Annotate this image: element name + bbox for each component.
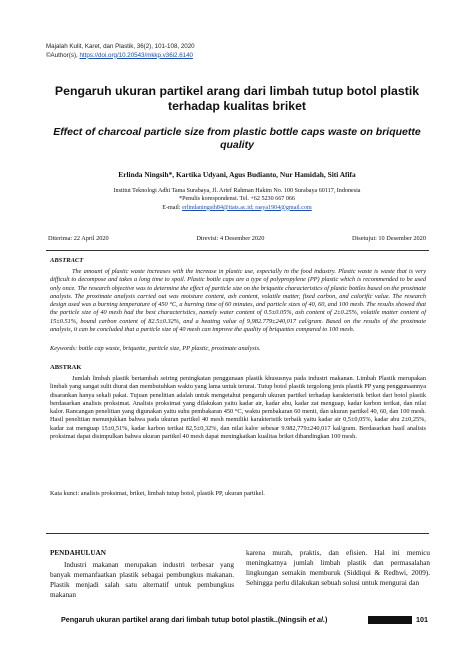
article-dates	[48, 235, 426, 242]
journal-citation: Majalah Kulit, Karet, dan Plastik, 36(2), 101-108, 2020	[46, 43, 195, 50]
revised-date: Direvisi: 4 Desember 2020	[196, 235, 265, 242]
page-footer	[46, 614, 429, 626]
accepted-date: Disetujui: 10 Desember 2020	[352, 235, 426, 242]
running-title-main: Pengaruh ukuran partikel arang dari limbah tutup botol plastik..(Ningsih	[61, 615, 309, 624]
abstract-heading: ABSTRACT	[50, 257, 84, 264]
body-column-left: Industri makanan merupakan industri terbesar yang banyak memanfaatkan plastik sebagai pembungkus makanan. Plastik menjadi salah satu alternatif untuk pembungkus makanan	[50, 561, 234, 600]
running-title-closing: )	[325, 615, 328, 624]
abstrak-heading: ABSTRAK	[50, 364, 82, 371]
keywords-en: Keywords: bottle cap waste, briquette, particle size, PP plastic, proximate analysis.	[50, 345, 261, 352]
keywords-id: Kata kunci: analisis proksimat, briket, limbah tutup botol, plastik PP, ukuran partikel.	[50, 490, 265, 497]
divider	[46, 250, 429, 251]
corresponding-author: *Penulis korespondensi. Tel. +62 5230 667 066	[179, 196, 295, 203]
english-title: Effect of charcoal particle size from plastic bottle caps waste on briquette quality	[53, 126, 421, 151]
divider	[46, 533, 429, 534]
abstrak-text: Jumlah limbah plastik bertambah seiring peningkatan penggunaan plastik khususnya pada industri makanan. Limbah Plastik merupakan limbah yang sangat sulit diurai dan membutuhkan waktu yang lama untuk terurai. Tutup botol plastik tergolong jenis plastik PP yang penggunaannya disarankan hanya sekali pakai. Tujuan penelitian adalah untuk mengetahui pengaruh ukuran partikel terhadap karakteristik briket dari botol plastik berdasarkan analisis proksimat. Analisis proksimat yang dilakukan yaitu kadar air, kadar abu, kadar zat menguap, kadar karbon terikat, dan nilai kalor. Rancangan penelitian yang digunakan yaitu suhu pembakaran 450 °C, waktu pembakaran 60 menit, dan ukuran partikel 40, 60, dan 100 mesh. Hasil penelitian menunjukkan bahwa pada ukuran partikel 40 mesh memiliki karakteristik terbaik yaitu kadar air 0,5±0,05%, kadar abu 2±0,25%, kadar zat menguap 15±0,51%, kadar karbon terikat 82,5±0,32%, dan nilai kalor sebesar 9.982,779±240,017 kal/gram. Berdasarkan hasil analisis proksimat dapat disimpulkan bahwa ukuran partikel 40 mesh dapat meningkatkan kualitas briket dibandingkan 100 mesh.	[50, 375, 426, 441]
running-title-et-al: et al.	[308, 615, 325, 624]
affiliation-block	[40, 187, 434, 212]
email-links[interactable]: erlindaningsih84@itats.ac.id; rasya1904@gmail.com	[182, 204, 312, 211]
author-list: Erlinda Ningsih*, Kartika Udyani, Agus Budianto, Nur Hamidah, Siti Afifa	[118, 170, 356, 179]
copyright-label: ©Author(s),	[46, 51, 80, 59]
page-number: 101	[416, 615, 428, 624]
paper-title: Pengaruh ukuran partikel arang dari limbah tutup botol plastik terhadap kualitas briket	[54, 84, 420, 113]
email-label: E-mail:	[162, 204, 183, 211]
received-date: Diterima: 22 April 2020	[48, 235, 109, 242]
email-line	[40, 204, 434, 212]
doi-link[interactable]: https://doi.org/10.20543/mkkp.v36i2.6140	[79, 51, 193, 59]
running-title	[61, 615, 327, 625]
introduction-heading: PENDAHULUAN	[50, 549, 106, 557]
copyright-line	[46, 52, 195, 61]
abstract-text: The amount of plastic waste increases with the increase in plastic use, especially in the food industry. Plastic waste is waste that is very difficult to decompose and takes a long time to spoil. Plastic bottle caps are a type of polypropylene (PP) plastic which is recommended to be used only once. The research objective was to determine the effect of particle size on the briquette characteristics of plastic bottles based on the proximate analysis. The proximate analysis carried out was moisture content, ash content, volatile matter, fixed carbon, and calorific value. The research design used was a burning temperature of 450 °C, a burning time of 60 minutes, and particle sizes of 40, 60, and 100 mesh. The results showed that the particle size of 40 mesh had the best characteristics, namely water content of 0.5±0.05%, ash content of 2±0.25%, volatile matter content of 15±0.51%, bound carbon content of 82.5±0.32%, and a heating value of 9,982.779±240,017 cal/gram. Based on the results of the proximate analysis, it can be concluded that a particle size of 40 mesh can improve the quality of briquettes compared to 100 mesh.	[50, 268, 426, 334]
institution: Institut Teknologi Adhi Tama Surabaya, Jl. Arief Rahman Hakim No. 100 Surabaya 60117, Indonesia	[113, 188, 361, 194]
journal-header	[46, 43, 195, 60]
footer-bar	[368, 616, 412, 624]
body-column-right: karena murah, praktis, dan efisien. Hal ini memicu meningkatnya jumlah limbah plastik dan permasalahan lingkungan semakin memburuk (Siddiqui & Redhwi, 2009). Sehingga perlu dilakukan sebuah solusi untuk mengurai dan	[246, 549, 430, 588]
